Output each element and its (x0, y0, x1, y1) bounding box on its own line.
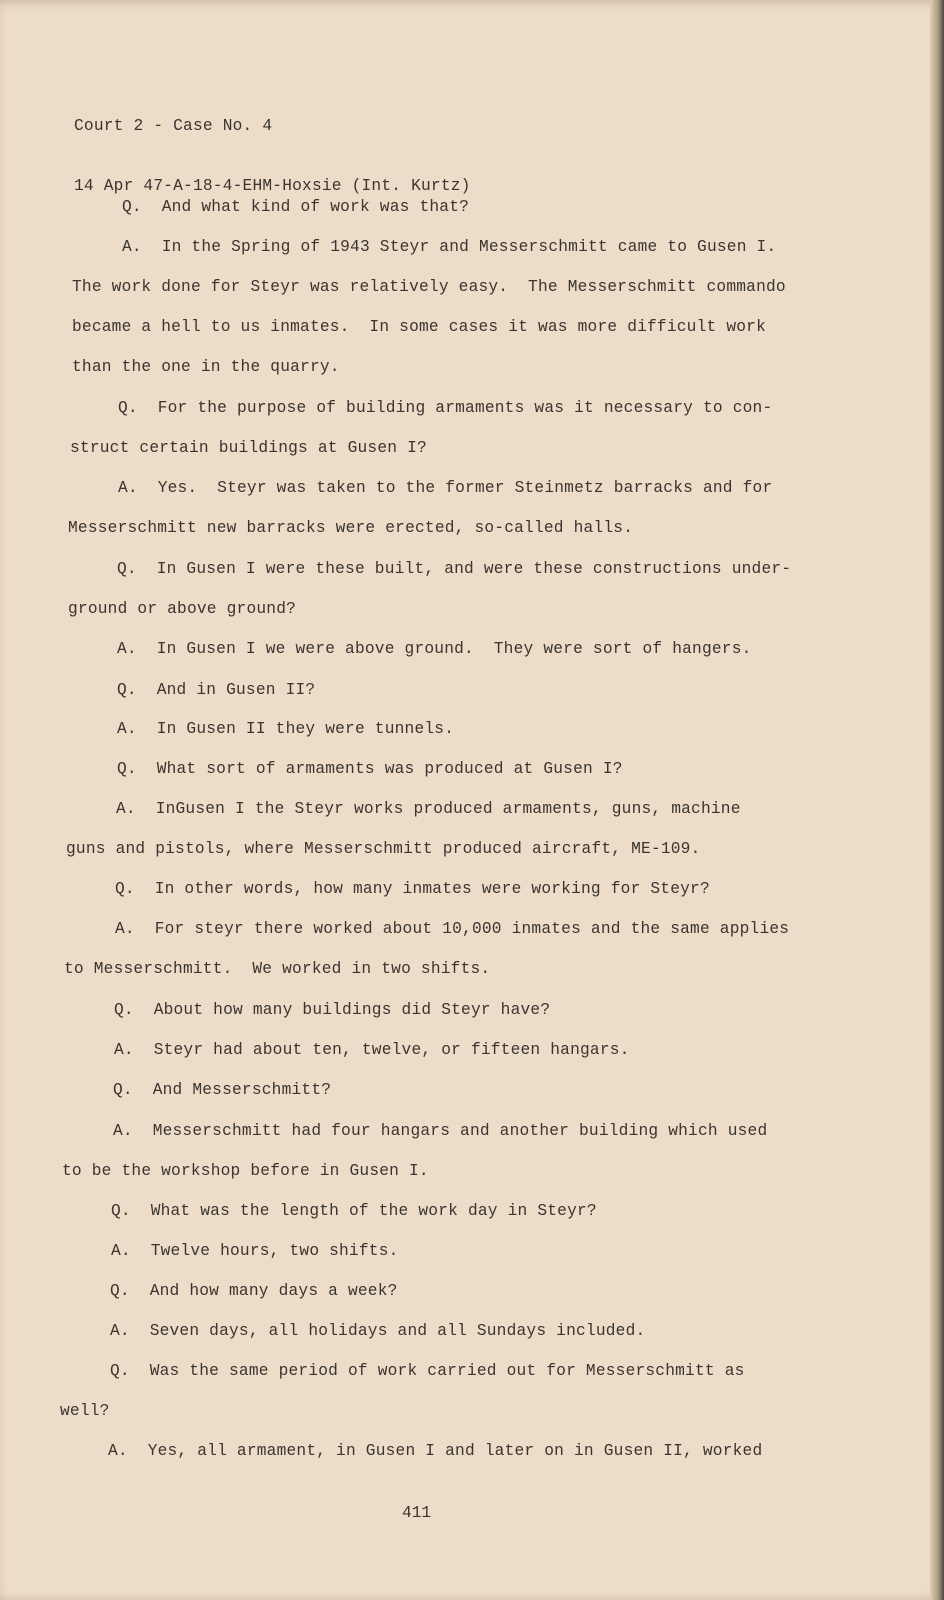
question-label: Q. (117, 560, 137, 578)
transcript-text: became a hell to us inmates. In some cases it was more difficult work (72, 318, 766, 336)
answer-label: A. (108, 1442, 128, 1460)
transcript-text: to Messerschmitt. We worked in two shifts. (64, 960, 491, 978)
transcript-line (117, 681, 315, 699)
transcript-line (72, 318, 766, 336)
transcript-line (117, 560, 791, 578)
transcript-text: For steyr there worked about 10,000 inmates and the same applies (154, 920, 790, 938)
transcript-text: than the one in the quarry. (72, 358, 340, 376)
transcript-text: In Gusen I we were above ground. They were sort of hangers. (156, 640, 752, 658)
transcript-line (64, 960, 490, 978)
transcript-line (113, 1122, 767, 1140)
transcript-text: Was the same period of work carried out for Messerschmitt as (149, 1362, 745, 1380)
transcript-text: Twelve hours, two shifts. (150, 1242, 399, 1260)
transcript-text: ground or above ground? (68, 600, 297, 618)
transcript-text: What was the length of the work day in Steyr? (150, 1202, 597, 1220)
question-label: Q. (117, 760, 137, 778)
transcript-line (68, 600, 296, 618)
answer-label: A. (113, 1122, 133, 1140)
question-label: Q. (115, 880, 135, 898)
transcript-text: And Messerschmitt? (152, 1081, 332, 1099)
transcript-text: Yes, all armament, in Gusen I and later on in Gusen II, worked (147, 1442, 763, 1460)
transcript-text: And what kind of work was that? (161, 198, 470, 216)
answer-label: A. (114, 1041, 134, 1059)
transcript-line (72, 358, 340, 376)
question-label: Q. (122, 198, 142, 216)
transcript-line (111, 1202, 597, 1220)
transcript-line (113, 1081, 331, 1099)
answer-label: A. (117, 640, 137, 658)
transcript-line (66, 840, 701, 858)
page-number: 411 (402, 1504, 432, 1522)
transcript-line (68, 519, 633, 537)
answer-label: A. (117, 720, 137, 738)
transcript-line (70, 439, 427, 457)
header-court-case: Court 2 - Case No. 4 (74, 117, 273, 135)
transcript-text: to be the workshop before in Gusen I. (62, 1162, 429, 1180)
transcript-line (117, 760, 623, 778)
question-label: Q. (113, 1081, 133, 1099)
transcript-line (117, 640, 752, 658)
transcript-line (111, 1242, 399, 1260)
transcript-line (116, 800, 741, 818)
page-edge-shadow (930, 0, 944, 1600)
question-label: Q. (114, 1001, 134, 1019)
transcript-text: Messerschmitt had four hangars and another building which used (152, 1122, 768, 1140)
transcript-line (110, 1362, 745, 1380)
transcript-line (72, 278, 786, 296)
transcript-text: well? (60, 1402, 110, 1420)
transcript-text: In the Spring of 1943 Steyr and Messerschmitt came to Gusen I. (161, 238, 777, 256)
answer-label: A. (122, 238, 142, 256)
transcript-line (122, 238, 776, 256)
transcript-text: About how many buildings did Steyr have? (153, 1001, 551, 1019)
transcript-text: And how many days a week? (149, 1282, 398, 1300)
transcript-line (62, 1162, 429, 1180)
transcript-text: In Gusen I were these built, and were these constructions under- (156, 560, 792, 578)
transcript-text: guns and pistols, where Messerschmitt produced aircraft, ME-109. (66, 840, 701, 858)
transcript-line (110, 1282, 398, 1300)
question-label: Q. (110, 1362, 130, 1380)
transcript-line (122, 198, 469, 216)
transcript-line (115, 920, 789, 938)
transcript-line (110, 1322, 645, 1340)
transcript-text: The work done for Steyr was relatively easy. The Messerschmitt commando (72, 278, 786, 296)
transcript-text: In other words, how many inmates were working for Steyr? (154, 880, 710, 898)
transcript-line (115, 880, 710, 898)
answer-label: A. (110, 1322, 130, 1340)
transcript-text: And in Gusen II? (156, 681, 316, 699)
answer-label: A. (111, 1242, 131, 1260)
question-label: Q. (117, 681, 137, 699)
transcript-line (117, 720, 454, 738)
transcript-text: In Gusen II they were tunnels. (156, 720, 455, 738)
question-label: Q. (118, 399, 138, 417)
transcript-line (118, 399, 772, 417)
transcript-text: Yes. Steyr was taken to the former Steinmetz barracks and for (157, 479, 773, 497)
question-label: Q. (111, 1202, 131, 1220)
transcript-line (108, 1442, 762, 1460)
transcript-text: struct certain buildings at Gusen I? (70, 439, 427, 457)
transcript-line (114, 1001, 550, 1019)
answer-label: A. (115, 920, 135, 938)
question-label: Q. (110, 1282, 130, 1300)
transcript-line (114, 1041, 630, 1059)
transcript-line (60, 1402, 110, 1420)
header-session-info: 14 Apr 47-A-18-4-EHM-Hoxsie (Int. Kurtz) (74, 177, 471, 195)
answer-label: A. (116, 800, 136, 818)
transcript-text: What sort of armaments was produced at Gusen I? (156, 760, 623, 778)
answer-label: A. (118, 479, 138, 497)
transcript-text: InGusen I the Steyr works produced armaments, guns, machine (155, 800, 741, 818)
transcript-line (118, 479, 772, 497)
transcript-text: Messerschmitt new barracks were erected, so-called halls. (68, 519, 634, 537)
transcript-text: Steyr had about ten, twelve, or fifteen hangars. (153, 1041, 630, 1059)
transcript-text: For the purpose of building armaments was it necessary to con- (157, 399, 773, 417)
transcript-text: Seven days, all holidays and all Sundays included. (149, 1322, 646, 1340)
